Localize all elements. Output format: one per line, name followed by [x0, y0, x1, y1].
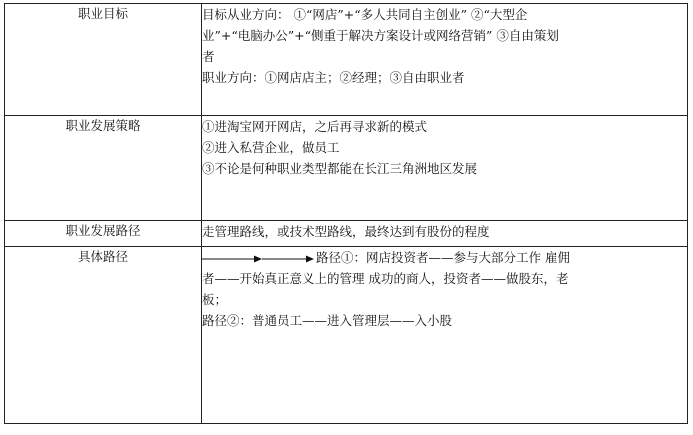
career-goal-line: 目标从业方向： ①“网店”+“多人共同自主创业” ②“大型企: [202, 7, 528, 22]
specific-route-label: 具体路径: [5, 247, 202, 424]
route-one-text: 路径①：网店投资者——参与大部分工作 雇佣: [316, 250, 570, 265]
development-path-content: 走管理路线，或技术型路线，最终达到有股份的程度: [202, 221, 688, 247]
table-row-specific-route: [5, 247, 688, 424]
table-row-career-goal: [5, 4, 688, 116]
development-strategy-label: 职业发展策略: [5, 116, 202, 221]
development-strategy-content: [202, 116, 688, 221]
strategy-item: ③不论是何种职业类型都能在长江三角洲地区发展: [202, 161, 478, 176]
route-two-text: 路径②：普通员工——进入管理层——入小股: [202, 313, 453, 328]
career-goal-label: 职业目标: [5, 4, 202, 116]
career-direction-line: 职业方向：①网店店主；②经理；③自由职业者: [202, 70, 465, 85]
table-row-development-strategy: [5, 116, 688, 221]
specific-route-content: [202, 247, 688, 424]
strategy-item: ①进淘宝网开网店，之后再寻求新的模式: [202, 119, 428, 134]
route-line: 板；: [202, 292, 228, 307]
career-plan-table: [4, 3, 688, 424]
career-goal-line: 者: [202, 49, 215, 64]
right-arrow-icon: [202, 254, 314, 264]
route-line: 者——开始真正意义上的管理 成功的商人，投资者——做股东，老: [202, 271, 569, 286]
career-goal-line: 业”+“电脑办公”+“侧重于解决方案设计或网络营销” ③自由策划: [202, 28, 559, 43]
development-path-label: 职业发展路径: [5, 221, 202, 247]
table-row-development-path: [5, 221, 688, 247]
strategy-item: ②进入私营企业，做员工: [202, 140, 340, 155]
career-goal-content: [202, 4, 688, 116]
route-line: [202, 247, 687, 268]
